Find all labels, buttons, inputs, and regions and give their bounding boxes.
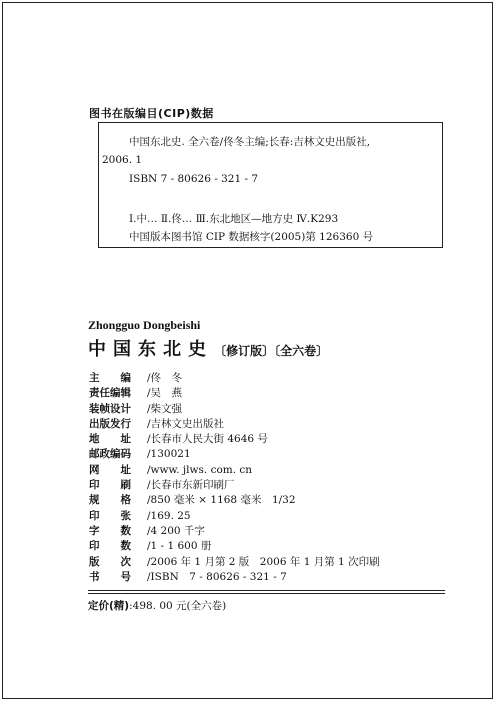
info-label: 地 址	[89, 433, 131, 446]
info-label: 网 址	[89, 463, 131, 476]
info-row-address	[89, 432, 449, 447]
info-value: /长春市人民大街 4646 号	[147, 433, 268, 446]
info-value: /吴 燕	[147, 387, 183, 400]
info-value: /长春市东新印刷厂	[147, 479, 235, 492]
info-value: /吉林文史出版社	[147, 417, 225, 430]
book-edition: 〔修订版〕〔全六卷〕	[214, 344, 329, 358]
cip-line-classification: Ⅰ.中… Ⅱ.佟… Ⅲ.东北地区—地方史 Ⅳ.K293	[129, 213, 339, 225]
price-value: :498. 00 元(全六卷)	[129, 600, 227, 612]
pinyin-title: Zhongguo Dongbeishi	[88, 318, 201, 332]
info-value: /柴文强	[147, 402, 183, 415]
info-label: 邮政编码	[89, 448, 131, 461]
info-row-print-run	[89, 539, 449, 554]
info-row-publisher	[89, 417, 449, 432]
info-row-isbn	[89, 570, 449, 585]
info-label: 字 数	[89, 524, 131, 537]
info-value: /ISBN 7 - 80626 - 321 - 7	[147, 570, 287, 583]
info-label: 印 刷	[89, 479, 131, 492]
info-label: 印 数	[89, 540, 131, 553]
info-value: /169. 25	[147, 509, 191, 522]
info-row-design	[89, 402, 449, 417]
info-value: /2006 年 1 月第 2 版 2006 年 1 月第 1 次印刷	[147, 555, 380, 568]
info-label: 版 次	[89, 555, 131, 568]
info-row-sheets	[89, 509, 449, 524]
info-row-editor	[89, 371, 449, 386]
info-value: /130021	[147, 448, 191, 461]
colophon-info-list	[89, 371, 449, 585]
info-label: 责任编辑	[89, 387, 131, 400]
info-label: 装帧设计	[89, 402, 131, 415]
cip-line-title: 中国东北史. 全六卷/佟冬主编;长春:吉林文史出版社,	[129, 136, 371, 148]
info-row-edition	[89, 555, 449, 570]
info-row-website	[89, 463, 449, 478]
info-row-word-count	[89, 524, 449, 539]
info-value: /佟 冬	[147, 372, 183, 384]
price-line	[88, 598, 226, 613]
info-value: /www. jlws. com. cn	[147, 463, 253, 476]
info-label: 书 号	[89, 570, 131, 583]
cip-line-date: 2006. 1	[102, 154, 143, 166]
divider-bottom	[88, 593, 445, 594]
book-title-row	[88, 335, 328, 361]
cip-line-isbn: ISBN 7 - 80626 - 321 - 7	[129, 173, 259, 185]
info-label: 规 格	[89, 494, 131, 507]
info-value: /850 毫米 × 1168 毫米 1/32	[147, 494, 296, 507]
cip-data-box	[98, 122, 443, 248]
info-row-format	[89, 493, 449, 508]
cip-line-verification: 中国版本图书馆 CIP 数据核字(2005)第 126360 号	[129, 231, 374, 243]
price-label: 定价(精)	[88, 600, 130, 612]
info-value: /1 - 1 600 册	[147, 540, 212, 553]
info-row-printer	[89, 478, 449, 493]
info-label: 印 张	[89, 509, 131, 522]
info-label: 出版发行	[89, 417, 131, 430]
book-title: 中国东北史	[88, 339, 213, 360]
info-row-postcode	[89, 447, 449, 462]
divider-top	[88, 590, 445, 591]
info-value: /4 200 千字	[147, 524, 205, 537]
info-label: 主 编	[89, 372, 131, 384]
cip-heading: 图书在版编目(CIP)数据	[89, 107, 214, 120]
info-row-responsible-editor	[89, 386, 449, 401]
